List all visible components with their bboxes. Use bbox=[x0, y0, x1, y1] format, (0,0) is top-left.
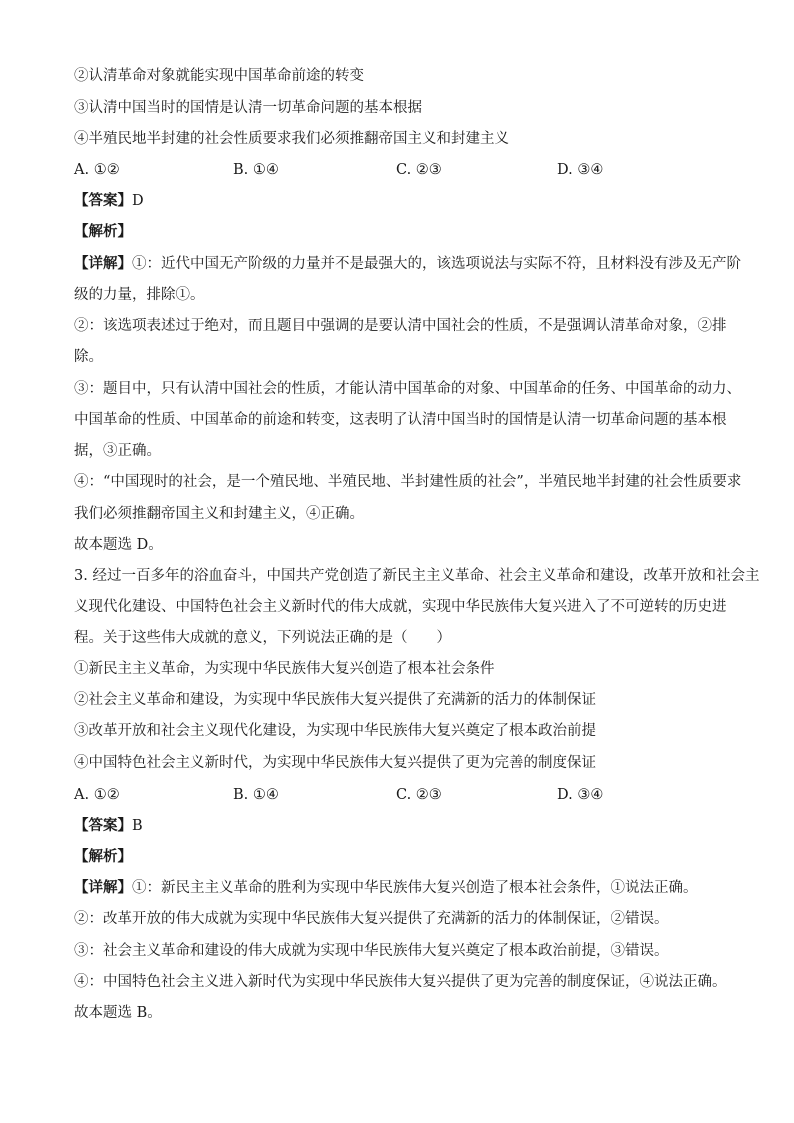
detail-2a: ②：该选项表述过于绝对，而且题目中强调的是要认清中国社会的性质，不是强调认清革命对象，②排 bbox=[74, 318, 727, 334]
statement-4: ④中国特色社会主义新时代，为实现中华民族伟大复兴提供了更为完善的制度保证 bbox=[74, 755, 596, 771]
detail-3c: 据，③正确。 bbox=[74, 443, 161, 459]
detail-3b: 中国革命的性质、中国革命的前途和转变，这表明了认清中国当时的国情是认清一切革命问题的基本根 bbox=[74, 412, 727, 428]
question-stem-2: 义现代化建设、中国特色社会主义新时代的伟大成就，实现中华民族伟大复兴进入了不可逆转的历史进 bbox=[74, 599, 727, 615]
answer-label: 【答案】 bbox=[74, 192, 132, 209]
answer-label: 【答案】 bbox=[74, 817, 132, 834]
statement-3: ③认清中国当时的国情是认清一切革命问题的基本根据 bbox=[74, 100, 422, 116]
detail-1 bbox=[74, 878, 698, 898]
option-b: B. ①④ bbox=[233, 162, 279, 178]
detail-3a: ③：题目中，只有认清中国社会的性质，才能认清中国革命的对象、中国革命的任务、中国革命的动力、 bbox=[74, 381, 741, 397]
question-stem-3: 程。关于这些伟大成就的意义，下列说法正确的是（ ） bbox=[74, 630, 451, 646]
answer-value: B bbox=[132, 818, 143, 834]
detail-3: ③：社会主义革命和建设的伟大成就为实现中华民族伟大复兴奠定了根本政治前提，③错误。 bbox=[74, 943, 669, 959]
option-a: A. ①② bbox=[74, 162, 120, 178]
statement-4: ④半殖民地半封建的社会性质要求我们必须推翻帝国主义和封建主义 bbox=[74, 131, 509, 147]
detail-4: ④：中国特色社会主义进入新时代为实现中华民族伟大复兴提供了更为完善的制度保证，④说法正确。 bbox=[74, 974, 727, 990]
detail-4a: ④：“中国现时的社会，是一个殖民地、半殖民地、半封建性质的社会”，半殖民地半封建的社会性质要求 bbox=[74, 474, 742, 490]
option-c: C. ②③ bbox=[396, 162, 442, 178]
analysis-label: 【解析】 bbox=[74, 223, 132, 240]
detail-label: 【详解】 bbox=[74, 879, 132, 896]
option-a: A. ①② bbox=[74, 787, 120, 803]
answer-value: D bbox=[132, 193, 144, 209]
statement-1: ①新民主主义革命，为实现中华民族伟大复兴创造了根本社会条件 bbox=[74, 661, 495, 677]
conclusion: 故本题选 D。 bbox=[74, 537, 163, 553]
analysis-label: 【解析】 bbox=[74, 848, 132, 865]
option-b: B. ①④ bbox=[233, 787, 279, 803]
detail-4b: 我们必须推翻帝国主义和封建主义，④正确。 bbox=[74, 506, 364, 522]
statement-3: ③改革开放和社会主义现代化建设，为实现中华民族伟大复兴奠定了根本政治前提 bbox=[74, 723, 596, 739]
detail-2b: 除。 bbox=[74, 349, 103, 365]
answer-line bbox=[74, 191, 144, 211]
detail-1b: 级的力量，排除①。 bbox=[74, 287, 205, 303]
statement-2: ②社会主义革命和建设，为实现中华民族伟大复兴提供了充满新的活力的体制保证 bbox=[74, 692, 596, 708]
statement-2: ②认清革命对象就能实现中国革命前途的转变 bbox=[74, 68, 364, 84]
detail-1a-text: ①：近代中国无产阶级的力量并不是最强大的，该选项说法与实际不符，且材料没有涉及无产阶 bbox=[132, 256, 741, 272]
option-c: C. ②③ bbox=[396, 787, 442, 803]
detail-label: 【详解】 bbox=[74, 255, 132, 272]
detail-1a bbox=[74, 254, 741, 274]
option-d: D. ③④ bbox=[557, 162, 604, 178]
question-stem-1: 3. 经过一百多年的浴血奋斗，中国共产党创造了新民主主义革命、社会主义革命和建设，改革开放和社会主 bbox=[74, 568, 760, 584]
conclusion: 故本题选 B。 bbox=[74, 1005, 162, 1021]
option-d: D. ③④ bbox=[557, 787, 604, 803]
detail-1-text: ①：新民主主义革命的胜利为实现中华民族伟大复兴创造了根本社会条件，①说法正确。 bbox=[132, 880, 698, 896]
detail-2: ②：改革开放的伟大成就为实现中华民族伟大复兴提供了充满新的活力的体制保证，②错误。 bbox=[74, 911, 669, 927]
answer-line bbox=[74, 816, 143, 836]
